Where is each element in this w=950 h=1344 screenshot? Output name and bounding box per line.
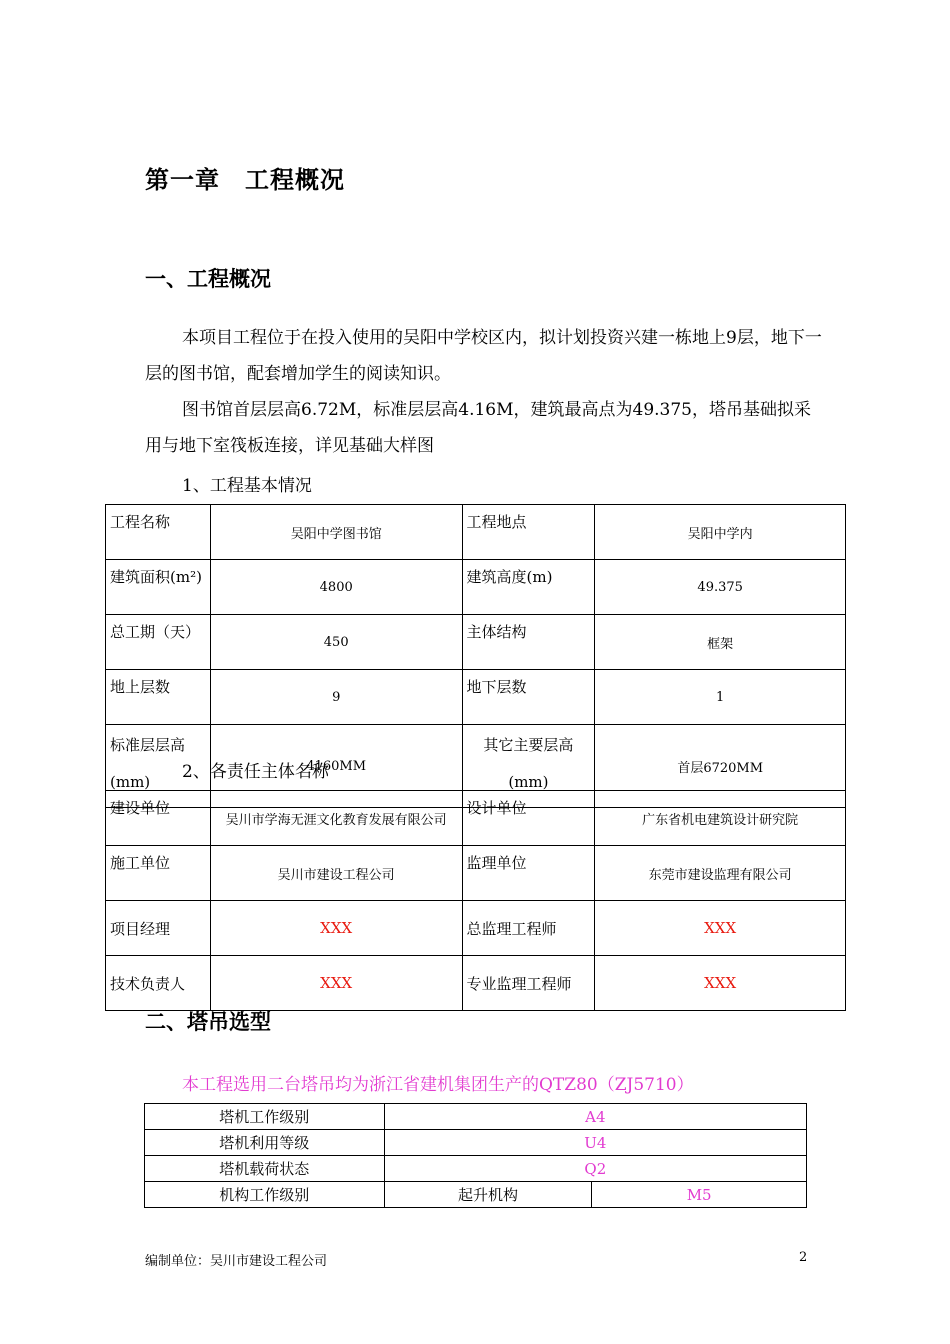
table-row	[106, 670, 846, 725]
cell-value: 4800	[210, 560, 462, 615]
table-row	[145, 1104, 807, 1130]
crane-table	[144, 1103, 807, 1208]
cell-label: 技术负责人	[106, 956, 211, 1011]
cell-label: 总工期（天）	[106, 615, 211, 670]
cell-value: 4160MM	[210, 725, 462, 808]
table-row	[106, 846, 846, 901]
cell-label: 塔机工作级别	[145, 1104, 385, 1130]
cell-value: 首层6720MM	[595, 725, 846, 808]
cell-value: 9	[210, 670, 462, 725]
cell-value: XXX	[595, 956, 846, 1011]
cell-value: 49.375	[595, 560, 846, 615]
table-row	[106, 505, 846, 560]
cell-label: 工程名称	[106, 505, 211, 560]
paragraph-2: 图书馆首层层高6.72M，标准层层高4.16M，建筑最高点为49.375，塔吊基础拟采用与地下室筏板连接，详见基础大样图	[145, 400, 811, 456]
cell-label: 设计单位	[462, 791, 595, 846]
cell-label: 工程地点	[462, 505, 595, 560]
cell-label: 监理单位	[462, 846, 595, 901]
table-row	[106, 956, 846, 1011]
cell-label: 建设单位	[106, 791, 211, 846]
cell-value: XXX	[210, 956, 462, 1011]
cell-label: 塔机利用等级	[145, 1130, 385, 1156]
paragraph-1: 本项目工程位于在投入使用的吴阳中学校区内，拟计划投资兴建一栋地上9层，地下一层的图书馆，配套增加学生的阅读知识。	[145, 328, 822, 384]
cell-label: 塔机载荷状态	[145, 1156, 385, 1182]
cell-value: Q2	[384, 1156, 806, 1182]
cell-sublabel: 起升机构	[384, 1182, 592, 1208]
cell-value: U4	[384, 1130, 806, 1156]
cell-label: 地下层数	[462, 670, 595, 725]
cell-label: 施工单位	[106, 846, 211, 901]
section-1-title: 一、工程概况	[145, 267, 271, 291]
table-row	[106, 615, 846, 670]
table-row	[106, 560, 846, 615]
table-row	[145, 1156, 807, 1182]
label-line-1: 其它主要层高	[483, 736, 574, 754]
section-2-title: 二、塔吊选型	[145, 1010, 271, 1034]
cell-value: 450	[210, 615, 462, 670]
label-line-1: 标准层层高	[110, 736, 186, 754]
chapter-title: 第一章 工程概况	[145, 166, 345, 194]
cell-value: 广东省机电建筑设计研究院	[595, 791, 846, 846]
cell-label: 建筑面积(m²)	[106, 560, 211, 615]
cell-label: 主体结构	[462, 615, 595, 670]
table-row	[145, 1130, 807, 1156]
page-number: 2	[799, 1250, 808, 1265]
subheading-basic-info: 1、工程基本情况	[182, 476, 312, 496]
parties-table	[105, 790, 846, 1011]
cell-value: XXX	[595, 901, 846, 956]
cell-label: 地上层数	[106, 670, 211, 725]
cell-value: 吴阳中学图书馆	[210, 505, 462, 560]
cell-value: 吴川市建设工程公司	[210, 846, 462, 901]
cell-value: XXX	[210, 901, 462, 956]
cell-value: 吴阳中学内	[595, 505, 846, 560]
table-row	[106, 791, 846, 846]
cell-value: 1	[595, 670, 846, 725]
subheading-parties: 2、各责任主体名称	[182, 762, 329, 782]
label-line-2: (mm)	[110, 773, 151, 791]
cell-label: 机构工作级别	[145, 1182, 385, 1208]
crane-intro: 本工程选用二台塔吊均为浙江省建机集团生产的QTZ80（ZJ5710）	[182, 1075, 694, 1095]
label-line-2: (mm)	[508, 773, 549, 791]
cell-value: 东莞市建设监理有限公司	[595, 846, 846, 901]
table-row	[106, 901, 846, 956]
cell-label: 建筑高度(m)	[462, 560, 595, 615]
cell-label: 专业监理工程师	[462, 956, 595, 1011]
table-row	[145, 1182, 807, 1208]
cell-value: 框架	[595, 615, 846, 670]
cell-label: 总监理工程师	[462, 901, 595, 956]
cell-label: 项目经理	[106, 901, 211, 956]
cell-value: A4	[384, 1104, 806, 1130]
footer-unit: 编制单位：吴川市建设工程公司	[145, 1254, 328, 1269]
cell-value: 吴川市学海无涯文化教育发展有限公司	[210, 791, 462, 846]
cell-value: M5	[592, 1182, 807, 1208]
